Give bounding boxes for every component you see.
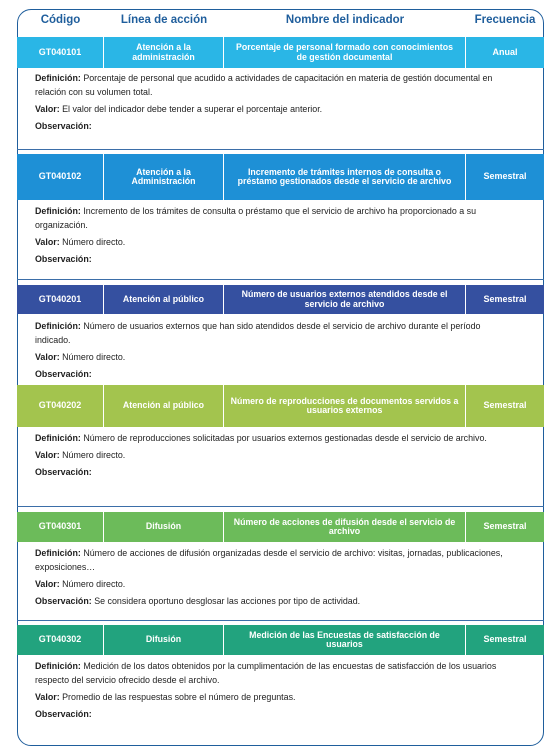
table-header — [17, 14, 544, 34]
indicator-name: Incremento de trámites internos de consulta o préstamo gestionados desde el servicio de archivo — [224, 154, 466, 200]
observation-label: Observación: — [35, 369, 92, 379]
value-text: El valor del indicador debe tender a superar el porcentaje anterior. — [62, 104, 323, 114]
observation-label: Observación: — [35, 467, 92, 477]
value-label: Valor: — [35, 579, 60, 589]
indicator-code: GT040102 — [17, 154, 104, 200]
indicator-code: GT040301 — [17, 512, 104, 542]
indicator-name: Número de reproducciones de documentos servidos a usuarios externos — [224, 385, 466, 427]
definition-label: Definición: — [35, 73, 81, 83]
observation-label: Observación: — [35, 596, 92, 606]
indicator-line: Atención a la administración — [104, 37, 224, 68]
definition-text: Porcentaje de personal que acudido a actividades de capacitación en materia de gestión documental en relación con su volumen total. — [35, 73, 493, 97]
indicator-band — [17, 385, 544, 427]
definition-text: Medición de los datos obtenidos por la cumplimentación de las encuestas de satisfacción de los usuarios respecto del servicio ofrecido desde el archivo. — [35, 661, 497, 685]
definition-label: Definición: — [35, 548, 81, 558]
value-label: Valor: — [35, 692, 60, 702]
indicator-band — [17, 625, 544, 655]
definition-label: Definición: — [35, 206, 81, 216]
indicator-line: Atención a la Administración — [104, 154, 224, 200]
value-label: Valor: — [35, 237, 60, 247]
indicator-line: Difusión — [104, 625, 224, 655]
indicator-details — [35, 431, 513, 482]
row-separator — [17, 279, 544, 280]
indicator-details — [35, 659, 513, 724]
value-text: Número directo. — [62, 352, 126, 362]
indicator-line: Atención al público — [104, 385, 224, 427]
row-separator — [17, 620, 544, 621]
indicator-frequency: Semestral — [483, 634, 527, 645]
definition-label: Definición: — [35, 433, 81, 443]
header-line: Línea de acción — [120, 14, 208, 26]
definition-text: Número de usuarios externos que han sido atendidos desde el servicio de archivo durante el período indicado. — [35, 321, 481, 345]
observation-label: Observación: — [35, 709, 92, 719]
indicator-frequency: Anual — [492, 46, 518, 57]
observation-label: Observación: — [35, 254, 92, 264]
observation-label: Observación: — [35, 121, 92, 131]
value-text: Número directo. — [62, 579, 126, 589]
indicator-code: GT040101 — [17, 37, 104, 68]
indicator-frequency: Semestral — [483, 521, 527, 532]
indicator-name: Medición de las Encuestas de satisfacción de usuarios — [224, 625, 466, 655]
indicator-details — [35, 319, 513, 384]
indicator-line: Atención al público — [104, 285, 224, 314]
indicator-name: Número de usuarios externos atendidos desde el servicio de archivo — [224, 285, 466, 314]
definition-text: Número de reproducciones solicitadas por usuarios externos gestionadas desde el servicio de archivo. — [83, 433, 487, 443]
definition-label: Definición: — [35, 661, 81, 671]
row-separator — [17, 506, 544, 507]
indicator-code: GT040201 — [17, 285, 104, 314]
indicator-frequency: Semestral — [483, 400, 527, 411]
definition-text: Número de acciones de difusión organizadas desde el servicio de archivo: visitas, jornadas, publicaciones, exposiciones… — [35, 548, 503, 572]
indicator-details — [35, 71, 513, 136]
header-code: Código — [40, 14, 81, 26]
value-label: Valor: — [35, 450, 60, 460]
indicator-details — [35, 546, 513, 611]
indicator-band — [17, 285, 544, 314]
indicator-line: Difusión — [104, 512, 224, 542]
indicator-code: GT040302 — [17, 625, 104, 655]
observation-text: Se considera oportuno desglosar las acciones por tipo de actividad. — [94, 596, 361, 606]
indicator-name: Número de acciones de difusión desde el servicio de archivo — [224, 512, 466, 542]
value-label: Valor: — [35, 352, 60, 362]
indicator-band — [17, 37, 544, 68]
value-label: Valor: — [35, 104, 60, 114]
value-text: Número directo. — [62, 450, 126, 460]
header-name: Nombre del indicador — [285, 14, 405, 26]
value-text: Número directo. — [62, 237, 126, 247]
indicator-band — [17, 512, 544, 542]
indicator-code: GT040202 — [17, 385, 104, 427]
indicator-name: Porcentaje de personal formado con conocimientos de gestión documental — [224, 37, 466, 68]
indicator-frequency: Semestral — [483, 171, 527, 182]
header-frequency: Frecuencia — [474, 14, 536, 26]
definition-label: Definición: — [35, 321, 81, 331]
indicator-details — [35, 204, 513, 269]
row-separator — [17, 149, 544, 150]
indicator-band — [17, 154, 544, 200]
definition-text: Incremento de los trámites de consulta o préstamo que el servicio de archivo ha proporcionado a su organización. — [35, 206, 477, 230]
value-text: Promedio de las respuestas sobre el número de preguntas. — [62, 692, 296, 702]
indicator-frequency: Semestral — [483, 293, 527, 304]
